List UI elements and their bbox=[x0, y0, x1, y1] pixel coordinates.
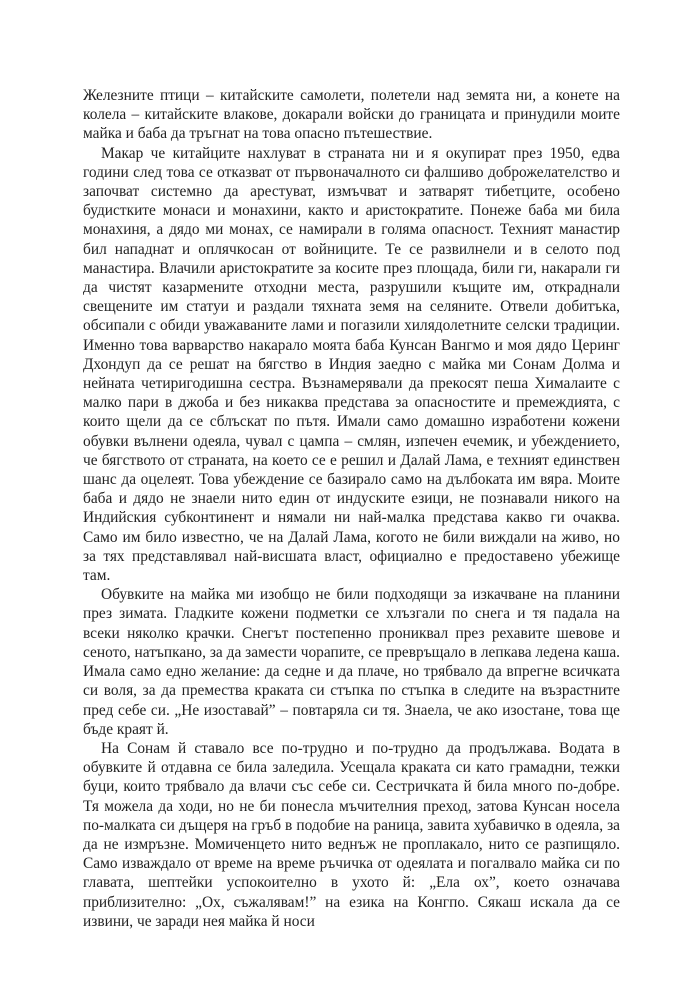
paragraph-3: Обувките на майка ми изобщо не били подходящи за изкачване на планини през зимата. Гладките кожени подметки се хлъзгали по снега и тя падала на всеки няколко крачки. Снегът постепенно прониквал през рехавите шевове и сеното, натъпкано, за да замести чорапите, се превръщало в лепкава ледена каша. Имала само едно желание: да седне и да плаче, но трябвало да впрегне всичката си воля, за да премества краката си стъпка по стъпка в следите на възрастните пред себе си. „Не изоставай” – повтаряла си тя. Знаела, че ако изостане, това ще бъде краят й. bbox=[83, 586, 620, 738]
paragraph-4: На Сонам й ставало все по-трудно и по-трудно да продължава. Водата в обувките й отдавна се била заледила. Усещала краката си като грамадни, тежки буци, които трябвало да влачи със себе си. Сестричката й била много по-добре. Тя можела да ходи, но не би понесла мъчителния преход, затова Кунсан носела по-малката си дъщеря на гръб в подобие на раница, завита хубавичко в одеяла, за да не измръзне. Момиченцето нито веднъж не проплакало, нито се разпищяло. Само изваждало от време на време ръчичка от одеялата и погалвало майка си по главата, шептейки успокоително в ухото й: „Ела ох”, което означава приблизително: „Ох, съжалявам!” на езика на Конгпо. Сякаш искала да се извини, че заради нея майка й носи bbox=[83, 739, 620, 930]
paragraph-1: Железните птици – китайските самолети, полетели над земята ни, а конете на колела – китайските влакове, докарали войски до границата и принудили моите майка и баба да тръгнат на това опасно пътешествие. bbox=[83, 87, 620, 143]
paragraph-2: Макар че китайците нахлуват в страната ни и я окупират през 1950, едва години след това се отказват от първоначалното си фалшиво доброжелателство и започват системно да арестуват, измъчват и затварят тибетците, особено будистките монаси и монахини, както и аристократите. Понеже баба ми била монахиня, а дядо ми монах, се намирали в голяма опасност. Техният манастир бил нападнат и оплячкосан от войниците. Те се развилнели и в селото под манастира. Влачили аристократите за косите през площада, били ги, накарали ги да чистят казармените отходни места, разрушили къщите им, откраднали свещените им статуи и раздали тяхната земя на селяните. Отвели добитъка, обсипали с обиди уважаваните лами и погазили хилядолетните селски традиции. Именно това варварство накарало моята баба Кунсан Вангмо и моя дядо Церинг Дхондуп да се решат на бягство в Индия заедно с майка ми Сонам Долма и нейната четиригодишна сестра. Възнамерявали да прекосят пеша Хималаите с малко пари в джоба и без никаква представа за опасностите и премеждията, с които щели да се сблъскат по пътя. Имали само домашно изработени кожени обувки вълнени одеяла, чувал с цампа – смлян, изпечен ечемик, и убеждението, че бягството от страната, на което се е решил и Далай Лама, е техният единствен шанс да оцелеят. Това убеждение се базирало само на дълбоката им вяра. Моите баба и дядо не знаели нито един от индуските езици, не познавали никого на Индийския субконтинент и нямали ни най-малка представа какво ги очаква. Само им било известно, че на Далай Лама, когото не били виждали на живо, но за тях представлявал най-висшата власт, официално е предоставено убежище там. bbox=[83, 144, 620, 585]
page-text-body bbox=[83, 86, 620, 931]
